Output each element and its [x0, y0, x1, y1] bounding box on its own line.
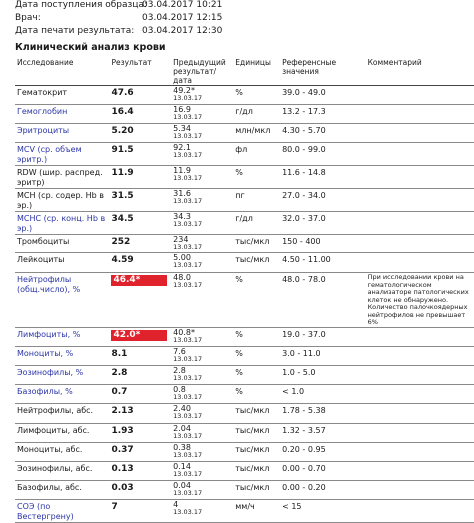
unit: %: [233, 86, 280, 105]
col-header-ref: Референсные значения: [280, 57, 365, 86]
test-name[interactable]: Моноциты, %: [15, 346, 109, 365]
table-row: [15, 166, 474, 189]
comment: [366, 346, 474, 365]
comment: [366, 499, 474, 522]
unit: тыс/мкл: [233, 480, 280, 499]
reference-range: 13.2 - 17.3: [280, 105, 365, 124]
result-value: 0.03: [109, 480, 171, 499]
col-header-name: Исследование: [15, 57, 109, 86]
unit: тыс/мкл: [233, 253, 280, 273]
comment: [366, 461, 474, 480]
test-name: MCH (ср. содер. Hb в эр.): [15, 189, 109, 212]
result-value: 11.9: [109, 166, 171, 189]
previous-result: [171, 461, 233, 480]
result-value: 1.93: [109, 423, 171, 442]
previous-result: [171, 143, 233, 166]
previous-result: [171, 124, 233, 143]
previous-value: 2.40: [173, 403, 191, 413]
reference-range: 11.6 - 14.8: [280, 166, 365, 189]
unit: %: [233, 384, 280, 403]
col-header-comment: Комментарий: [366, 57, 474, 86]
test-name[interactable]: MCV (ср. объем эритр.): [15, 143, 109, 166]
reference-range: < 15: [280, 499, 365, 522]
previous-result: [171, 105, 233, 124]
previous-date: 13.03.17: [173, 151, 203, 159]
table-row: [15, 212, 474, 235]
previous-date: 13.03.17: [173, 220, 203, 228]
result-value: 0.7: [109, 384, 171, 403]
test-name: Базофилы, абс.: [15, 480, 109, 499]
test-name: Тромбоциты: [15, 235, 109, 253]
reference-range: 19.0 - 37.0: [280, 327, 365, 346]
previous-value: 2.04: [173, 423, 191, 433]
previous-value: 0.04: [173, 480, 191, 490]
doctor-label: Врач:: [15, 13, 41, 23]
table-row: [15, 365, 474, 384]
result-value: 7: [109, 499, 171, 522]
previous-result: [171, 189, 233, 212]
previous-date: 13.03.17: [173, 392, 203, 401]
comment: [366, 86, 474, 105]
previous-date: 13.03.17: [173, 431, 203, 440]
abnormal-result-badge: 46.4*: [111, 275, 167, 286]
table-row: [15, 253, 474, 273]
reference-range: 0.00 - 0.70: [280, 461, 365, 480]
comment: [366, 166, 474, 189]
comment: [366, 384, 474, 403]
unit: тыс/мкл: [233, 442, 280, 461]
unit: мм/ч: [233, 499, 280, 522]
previous-result: [171, 273, 233, 328]
comment: [366, 143, 474, 166]
sample-date-label: Дата поступления образца:: [15, 0, 147, 10]
print-date-label: Дата печати результата:: [15, 26, 135, 36]
comment: [366, 403, 474, 423]
previous-date: 13.03.17: [173, 354, 203, 363]
comment: [366, 442, 474, 461]
previous-date: 13.03.17: [173, 450, 203, 459]
result-value: 34.5: [109, 212, 171, 235]
table-row: [15, 273, 474, 328]
previous-result: [171, 442, 233, 461]
table-row: [15, 105, 474, 124]
print-date-value: 03.04.2017 12:30: [142, 26, 223, 36]
previous-date: 13.03.17: [173, 197, 203, 205]
unit: %: [233, 273, 280, 328]
comment: [366, 124, 474, 143]
doctor-value: 03.04.2017 12:15: [142, 13, 223, 23]
table-row: [15, 499, 474, 522]
test-name: Гематокрит: [15, 86, 109, 105]
unit: г/дл: [233, 105, 280, 124]
previous-date: 13.03.17: [173, 469, 203, 478]
previous-result: [171, 499, 233, 522]
unit: %: [233, 327, 280, 346]
result-value: 0.13: [109, 461, 171, 480]
table-row: [15, 346, 474, 365]
previous-result: [171, 403, 233, 423]
test-name[interactable]: Нейтрофилы (общ.число), %: [15, 273, 109, 328]
result-value: 2.13: [109, 403, 171, 423]
test-name: Эозинофилы, абс.: [15, 461, 109, 480]
table-row: [15, 480, 474, 499]
table-row: [15, 461, 474, 480]
previous-value: 92.1: [173, 143, 191, 152]
previous-result: [171, 212, 233, 235]
previous-value: 0.8: [173, 384, 186, 394]
test-name[interactable]: Эозинофилы, %: [15, 365, 109, 384]
result-value: 0.37: [109, 442, 171, 461]
result-value: 8.1: [109, 346, 171, 365]
table-row: [15, 86, 474, 105]
previous-result: [171, 365, 233, 384]
previous-result: [171, 166, 233, 189]
unit: тыс/мкл: [233, 235, 280, 253]
previous-date: 13.03.17: [173, 243, 203, 251]
unit: %: [233, 365, 280, 384]
result-value: [109, 273, 171, 328]
previous-value: 34.3: [173, 212, 191, 221]
col-header-unit: Единицы: [233, 57, 280, 86]
results-table: [15, 57, 474, 523]
previous-value: 0.14: [173, 461, 191, 471]
test-name[interactable]: Эритроциты: [15, 124, 109, 143]
analysis-title: Клинический анализ крови: [15, 42, 166, 53]
previous-value: 4: [173, 499, 179, 509]
table-row: [15, 403, 474, 423]
test-name[interactable]: Базофилы, %: [15, 384, 109, 403]
table-header-row: [15, 57, 474, 86]
test-name: Лимфоциты, абс.: [15, 423, 109, 442]
test-name[interactable]: Лимфоциты, %: [15, 327, 109, 346]
unit: фл: [233, 143, 280, 166]
reference-range: 4.50 - 11.00: [280, 253, 365, 273]
previous-date: 13.03.17: [173, 488, 203, 497]
previous-result: [171, 327, 233, 346]
result-value: 4.59: [109, 253, 171, 273]
comment: [366, 480, 474, 499]
comment: [366, 105, 474, 124]
reference-range: 48.0 - 78.0: [280, 273, 365, 328]
table-row: [15, 423, 474, 442]
result-value: 31.5: [109, 189, 171, 212]
test-name[interactable]: Гемоглобин: [15, 105, 109, 124]
previous-date: 13.03.17: [173, 113, 203, 121]
results-body: [15, 86, 474, 523]
reference-range: 0.20 - 0.95: [280, 442, 365, 461]
unit: пг: [233, 189, 280, 212]
previous-value: 48.0: [173, 273, 191, 282]
table-row: [15, 143, 474, 166]
previous-result: [171, 480, 233, 499]
unit: %: [233, 166, 280, 189]
table-row: [15, 189, 474, 212]
reference-range: 1.0 - 5.0: [280, 365, 365, 384]
unit: %: [233, 346, 280, 365]
previous-value: 16.9: [173, 105, 191, 114]
reference-range: < 1.0: [280, 384, 365, 403]
comment: При исследовании крови на гематологическом анализаторе патологических клеток не обнаружено. Количество палочкоядерных нейтрофилов не превышает 6%: [366, 273, 474, 328]
previous-value: 5.34: [173, 124, 191, 133]
reference-range: 32.0 - 37.0: [280, 212, 365, 235]
reference-range: 39.0 - 49.0: [280, 86, 365, 105]
comment: [366, 212, 474, 235]
reference-range: 150 - 400: [280, 235, 365, 253]
previous-value: 31.6: [173, 189, 191, 198]
previous-result: [171, 235, 233, 253]
reference-range: 0.00 - 0.20: [280, 480, 365, 499]
previous-date: 13.03.17: [173, 335, 203, 344]
comment: [366, 235, 474, 253]
previous-value: 234: [173, 235, 189, 244]
result-value: 91.5: [109, 143, 171, 166]
previous-value: 11.9: [173, 166, 191, 175]
reference-range: 4.30 - 5.70: [280, 124, 365, 143]
test-name: Лейкоциты: [15, 253, 109, 273]
previous-value: 7.6: [173, 346, 186, 356]
reference-range: 27.0 - 34.0: [280, 189, 365, 212]
table-row: [15, 235, 474, 253]
comment: [366, 365, 474, 384]
previous-date: 13.03.17: [173, 261, 203, 269]
test-name[interactable]: MCHC (ср. конц. Hb в эр.): [15, 212, 109, 235]
col-header-result: Результат: [109, 57, 171, 86]
previous-value: 2.8: [173, 365, 186, 375]
previous-result: [171, 384, 233, 403]
result-value: 5.20: [109, 124, 171, 143]
reference-range: 3.0 - 11.0: [280, 346, 365, 365]
previous-value: 5.00: [173, 253, 191, 262]
previous-date: 13.03.17: [173, 411, 203, 420]
result-value: [109, 327, 171, 346]
comment: [366, 423, 474, 442]
comment: [366, 189, 474, 212]
reference-range: 1.78 - 5.38: [280, 403, 365, 423]
previous-value: 0.38: [173, 442, 191, 452]
table-row: [15, 442, 474, 461]
unit: тыс/мкл: [233, 461, 280, 480]
abnormal-result-badge: 42.0*: [111, 330, 167, 341]
table-row: [15, 124, 474, 143]
reference-range: 1.32 - 3.57: [280, 423, 365, 442]
table-row: [15, 384, 474, 403]
unit: млн/мкл: [233, 124, 280, 143]
result-value: 16.4: [109, 105, 171, 124]
previous-value: 49.2*: [173, 86, 195, 95]
test-name[interactable]: СОЭ (по Вестергрену): [15, 499, 109, 522]
previous-date: 13.03.17: [173, 507, 203, 516]
previous-result: [171, 86, 233, 105]
previous-date: 13.03.17: [173, 94, 203, 102]
comment: [366, 253, 474, 273]
previous-result: [171, 346, 233, 365]
unit: тыс/мкл: [233, 403, 280, 423]
result-value: 252: [109, 235, 171, 253]
result-value: 2.8: [109, 365, 171, 384]
previous-date: 13.03.17: [173, 281, 203, 289]
reference-range: 80.0 - 99.0: [280, 143, 365, 166]
result-value: 47.6: [109, 86, 171, 105]
test-name: Нейтрофилы, абс.: [15, 403, 109, 423]
previous-date: 13.03.17: [173, 132, 203, 140]
col-header-prev: Предыдущий результат/дата: [171, 57, 233, 86]
test-name: RDW (шир. распред. эритр): [15, 166, 109, 189]
unit: г/дл: [233, 212, 280, 235]
test-name: Моноциты, абс.: [15, 442, 109, 461]
previous-value: 40.8*: [173, 327, 195, 337]
previous-date: 13.03.17: [173, 174, 203, 182]
unit: тыс/мкл: [233, 423, 280, 442]
table-row: [15, 327, 474, 346]
previous-result: [171, 423, 233, 442]
sample-date-value: 03.04.2017 10:21: [142, 0, 223, 10]
previous-date: 13.03.17: [173, 373, 203, 382]
comment: [366, 327, 474, 346]
previous-result: [171, 253, 233, 273]
